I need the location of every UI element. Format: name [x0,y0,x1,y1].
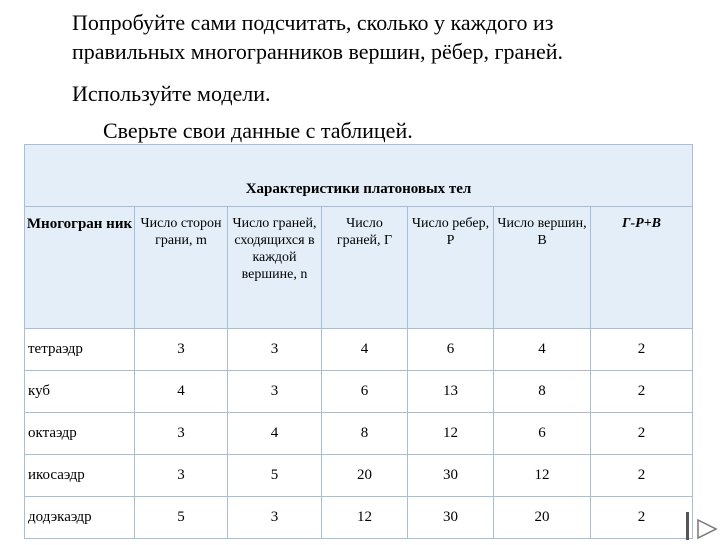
cell-value: 4 [135,371,228,413]
header-edges: Число ребер, Р [408,207,494,329]
table-row [25,497,693,539]
table-row [25,455,693,497]
cell-name: октаэдр [25,413,135,455]
slide-nav-divider [686,512,689,540]
table-row [25,413,693,455]
table-caption: Характеристики платоновых тел [25,145,693,207]
cell-value: 6 [494,413,591,455]
intro-text-2: Используйте модели. [72,81,271,106]
platonic-solids-table-wrap [24,144,692,539]
cell-value: 4 [322,329,408,371]
table-row [25,329,693,371]
cell-value: 12 [494,455,591,497]
cell-name: икосаэдр [25,455,135,497]
header-face-sides: Число сторон грани, m [135,207,228,329]
header-vertices: Число вершин, В [494,207,591,329]
cell-value: 3 [228,497,322,539]
cell-value: 6 [408,329,494,371]
cell-value: 3 [135,413,228,455]
table-header-row [25,207,693,329]
cell-value: 5 [228,455,322,497]
cell-value: 8 [494,371,591,413]
cell-value: 3 [135,455,228,497]
next-slide-button[interactable] [694,518,720,540]
cell-value: 2 [591,413,693,455]
intro-text-1: Попробуйте сами подсчитать, сколько у каждого из правильных многогранников вершин, рёбер, граней. [72,10,564,64]
cell-value: 20 [322,455,408,497]
cell-name: куб [25,371,135,413]
cell-value: 2 [591,497,693,539]
table-row [25,371,693,413]
header-faces: Число граней, Г [322,207,408,329]
cell-value: 3 [228,329,322,371]
cell-value: 6 [322,371,408,413]
next-slide-icon [694,518,720,540]
cell-name: додэкаэдр [25,497,135,539]
cell-value: 30 [408,455,494,497]
cell-value: 4 [228,413,322,455]
cell-name: тетраэдр [25,329,135,371]
cell-value: 8 [322,413,408,455]
header-faces-per-vertex: Число граней, сходящихся в каждой вершине, n [228,207,322,329]
header-polyhedron: Многогран ник [25,207,135,329]
cell-value: 12 [322,497,408,539]
cell-value: 4 [494,329,591,371]
cell-value: 13 [408,371,494,413]
intro-text-3: Сверьте свои данные с таблицей. [103,118,413,143]
cell-value: 2 [591,371,693,413]
cell-value: 5 [135,497,228,539]
cell-value: 3 [135,329,228,371]
cell-value: 2 [591,329,693,371]
cell-value: 20 [494,497,591,539]
platonic-solids-table [24,144,693,539]
cell-value: 3 [228,371,322,413]
cell-value: 12 [408,413,494,455]
cell-value: 2 [591,455,693,497]
header-euler: Г-Р+В [591,207,693,329]
cell-value: 30 [408,497,494,539]
